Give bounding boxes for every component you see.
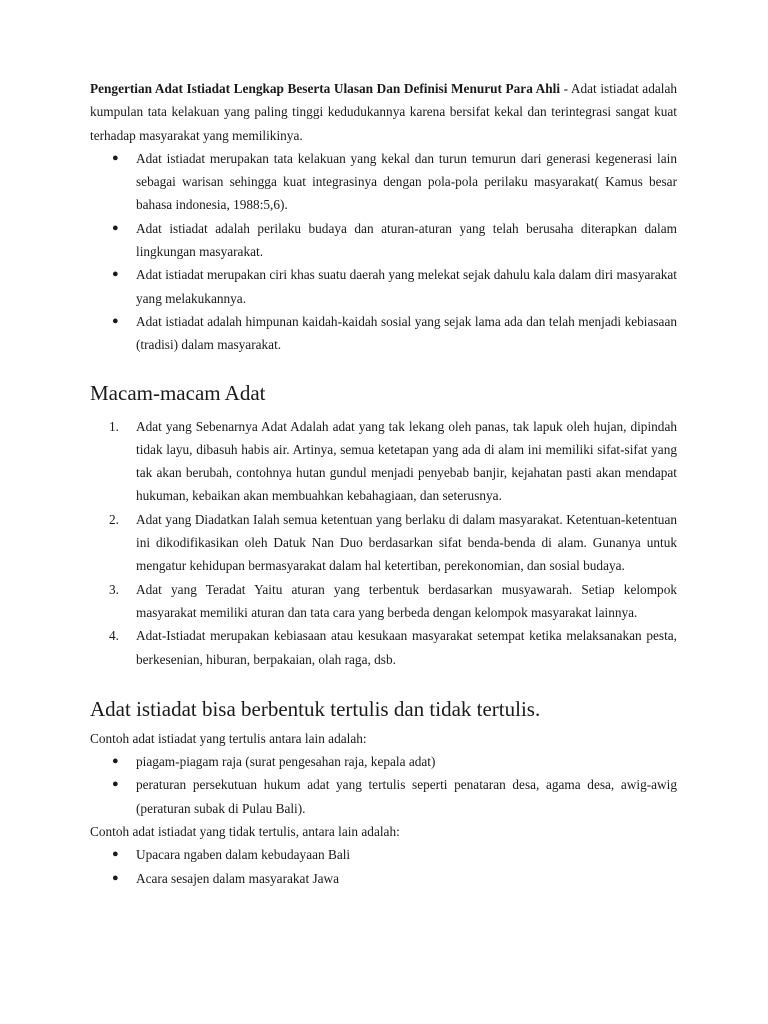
written-intro: Contoh adat istiadat yang tertulis antara lain adalah: bbox=[90, 730, 367, 746]
written-list bbox=[90, 750, 677, 820]
list-item bbox=[90, 147, 677, 217]
macam-adat-list bbox=[90, 415, 677, 671]
list-item bbox=[90, 508, 677, 578]
list-item-text: Adat istiadat merupakan tata kelakuan yang kekal dan turun temurun dari generasi kegenerasi lain sebagai warisan sehingga kuat integrasinya dengan pola-pola perilaku masyarakat( Kamus besar bahasa indonesia, 1988:5,6). bbox=[136, 150, 677, 213]
bullet-icon: ● bbox=[112, 314, 119, 327]
bullet-icon: ● bbox=[112, 778, 119, 791]
list-item-text: Adat yang Diadatkan Ialah semua ketentuan yang berlaku di dalam masyarakat. Ketentuan-ketentuan ini dikodifikasikan oleh Datuk Nan Duo berdasarkan sifat benda-benda di alam. Gunanya untuk mengatur kehidupan bermasyarakat dalam hal ketertiban, perekonomian, dan sosial budaya. bbox=[136, 511, 677, 574]
list-item bbox=[90, 263, 677, 310]
list-number: 1. bbox=[109, 418, 119, 434]
list-number: 2. bbox=[109, 511, 119, 527]
list-number: 3. bbox=[109, 581, 119, 597]
section-heading-bentuk: Adat istiadat bisa berbentuk tertulis dan tidak tertulis. bbox=[90, 696, 541, 721]
list-item bbox=[90, 773, 677, 820]
list-item bbox=[90, 217, 677, 264]
list-item-text: Adat istiadat merupakan ciri khas suatu daerah yang melekat sejak dahulu kala dalam diri masyarakat yang melakukannya. bbox=[136, 267, 677, 306]
list-item-text: Adat-Istiadat merupakan kebiasaan atau kesukaan masyarakat setempat ketika melaksanakan pesta, berkesenian, hiburan, berpakaian, olah raga, dsb. bbox=[136, 628, 677, 667]
list-number: 4. bbox=[109, 628, 119, 644]
intro-text: - Adat istiadat adalah kumpulan tata kelakuan yang paling tinggi kedudukannya karena bersifat kekal dan terintegrasi sangat kuat terhadap masyarakat yang memilikinya. bbox=[90, 81, 677, 143]
definition-list bbox=[90, 147, 677, 357]
list-item-text: Acara sesajen dalam masyarakat Jawa bbox=[136, 870, 340, 886]
list-item-text: Adat yang Teradat Yaitu aturan yang terbentuk berdasarkan musyawarah. Setiap kelompok masyarakat memiliki aturan dan tata cara yang berbeda dengan kelompok masyarakat lainnya. bbox=[136, 581, 677, 620]
list-item-text: peraturan persekutuan hukum adat yang tertulis seperti penataran desa, agama desa, awig-awig (peraturan subak di Pulau Bali). bbox=[136, 777, 677, 816]
bullet-icon: ● bbox=[112, 221, 119, 234]
list-item bbox=[90, 310, 677, 357]
bullet-icon: ● bbox=[112, 871, 119, 884]
list-item-text: Adat istiadat adalah perilaku budaya dan aturan-aturan yang telah berusaha diterapkan dalam lingkungan masyarakat. bbox=[136, 220, 677, 260]
list-item-text: piagam-piagam raja (surat pengesahan raja, kepala adat) bbox=[136, 754, 436, 770]
section-heading-macam: Macam-macam Adat bbox=[90, 380, 266, 405]
intro-paragraph bbox=[90, 77, 677, 147]
unwritten-list bbox=[90, 843, 677, 890]
list-item-text: Upacara ngaben dalam kebudayaan Bali bbox=[136, 847, 351, 863]
bullet-icon: ● bbox=[112, 268, 119, 281]
bullet-icon: ● bbox=[112, 755, 119, 768]
unwritten-intro: Contoh adat istiadat yang tidak tertulis, antara lain adalah: bbox=[90, 824, 400, 840]
list-item bbox=[90, 843, 677, 866]
bullet-icon: ● bbox=[112, 151, 119, 164]
list-item bbox=[90, 867, 677, 890]
list-item bbox=[90, 750, 677, 773]
list-item-text: Adat istiadat adalah himpunan kaidah-kaidah sosial yang sejak lama ada dan telah menjadi kebiasaan (tradisi) dalam masyarakat. bbox=[136, 313, 677, 353]
intro-title: Pengertian Adat Istiadat Lengkap Beserta Ulasan Dan Definisi Menurut Para Ahli bbox=[90, 81, 561, 96]
list-item bbox=[90, 415, 677, 508]
list-item-text: Adat yang Sebenarnya Adat Adalah adat yang tak lekang oleh panas, tak lapuk oleh hujan, dipindah tidak layu, dibasuh habis air. Artinya, semua ketetapan yang ada di alam ini memiliki sifat-sifat yang tak akan berubah, contohnya hutan gundul menjadi penyebab banjir, kejahatan pasti akan mendapat hukuman, kebaikan akan membuahkan kebahagiaan, dan seterusnya. bbox=[136, 418, 677, 504]
list-item bbox=[90, 624, 677, 671]
list-item bbox=[90, 578, 677, 625]
bullet-icon: ● bbox=[112, 848, 119, 861]
